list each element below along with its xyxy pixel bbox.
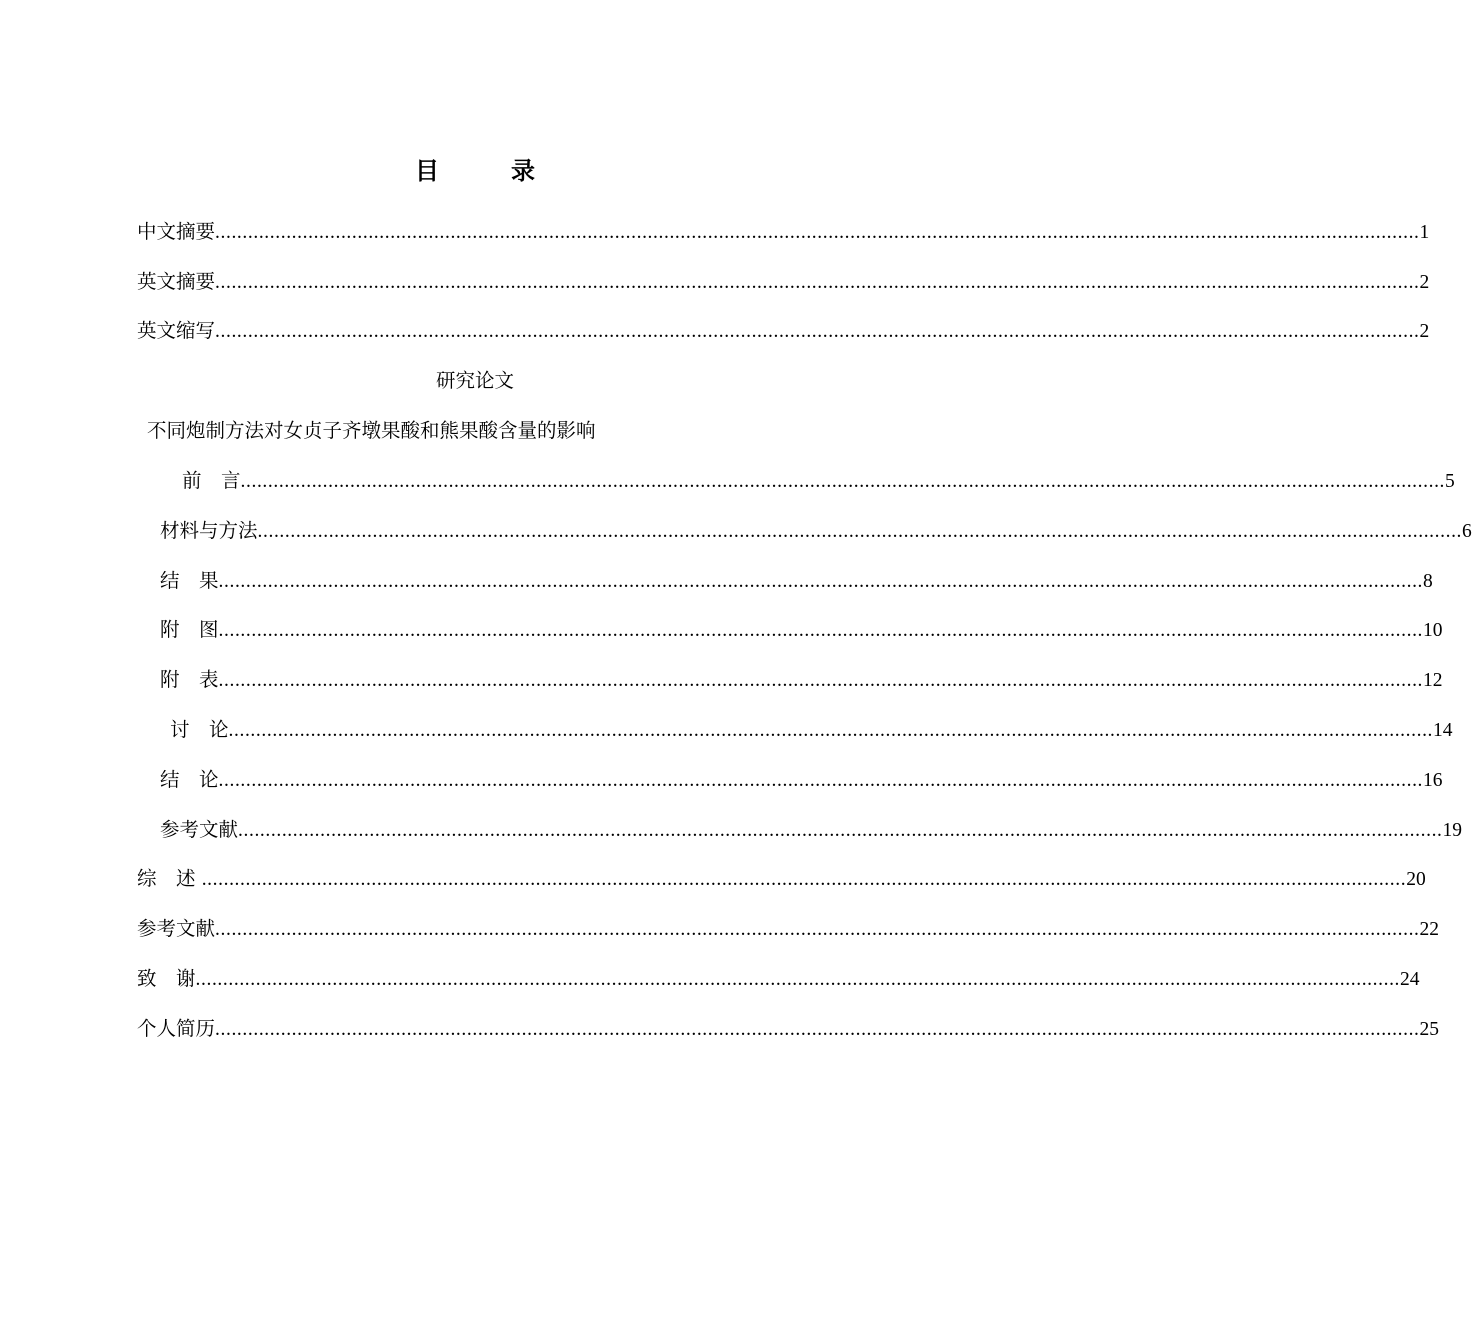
- toc-entry-results[interactable]: [160, 566, 1433, 596]
- toc-entry-label: 讨 论: [170, 718, 229, 741]
- toc-entry-label: 参考文献: [137, 917, 216, 940]
- paper-title: 不同炮制方法对女贞子齐墩果酸和熊果酸含量的影响: [147, 419, 596, 442]
- toc-page-number: 16: [1423, 770, 1443, 791]
- toc-entry-label: 附 表: [160, 668, 219, 691]
- toc-page-number: 6: [1462, 521, 1472, 542]
- toc-entry-introduction[interactable]: [182, 466, 1455, 496]
- toc-page-number: 12: [1423, 670, 1443, 691]
- toc-entry-label: 综 述: [137, 867, 202, 890]
- toc-entry-label: 致 谢: [137, 967, 196, 990]
- toc-page-number: 2: [1419, 321, 1430, 342]
- toc-leader-dots: ............................................................................................................................................................................................................................: [218, 670, 1424, 691]
- toc-leader-dots: ............................................................................................................................................................................................................................: [257, 521, 1463, 542]
- toc-leader-dots: ............................................................................................................................................................................................................................: [215, 919, 1420, 940]
- toc-entry-abstract-cn[interactable]: [137, 217, 1430, 247]
- toc-entry-discussion[interactable]: [170, 715, 1453, 745]
- toc-entry-label: 结 果: [160, 569, 219, 592]
- toc-leader-dots: ............................................................................................................................................................................................................................: [215, 1019, 1420, 1040]
- toc-entry-label: 附 图: [160, 618, 219, 641]
- toc-entry-abstract-en[interactable]: [137, 267, 1430, 297]
- toc-leader-dots: ............................................................................................................................................................................................................................: [218, 571, 1424, 592]
- toc-page-number: 10: [1423, 620, 1443, 641]
- toc-entry-conclusion[interactable]: [160, 765, 1443, 795]
- toc-page-number: 2: [1419, 272, 1430, 293]
- toc-leader-dots: ............................................................................................................................................................................................................................: [215, 321, 1420, 342]
- toc-entry-label: 前 言: [182, 469, 241, 492]
- toc-entry-review[interactable]: [137, 864, 1426, 894]
- toc-leader-dots: ............................................................................................................................................................................................................................: [215, 272, 1420, 293]
- toc-leader-dots: ............................................................................................................................................................................................................................: [218, 770, 1424, 791]
- toc-leader-dots: ............................................................................................................................................................................................................................: [201, 869, 1407, 890]
- section-heading-research: 研究论文: [435, 369, 514, 392]
- toc-leader-dots: ............................................................................................................................................................................................................................: [228, 720, 1434, 741]
- toc-entry-references[interactable]: [137, 914, 1440, 944]
- toc-page-number: 20: [1406, 869, 1426, 890]
- page-title: 目 录: [415, 157, 559, 185]
- toc-leader-dots: ............................................................................................................................................................................................................................: [240, 471, 1446, 492]
- toc-entry-tables[interactable]: [160, 665, 1443, 695]
- toc-entry-abbreviations[interactable]: [137, 316, 1430, 346]
- toc-entry-label: 英文缩写: [137, 319, 216, 342]
- toc-page-number: 5: [1445, 471, 1455, 492]
- toc-entry-label: 英文摘要: [137, 270, 216, 293]
- toc-entry-acknowledgements[interactable]: [137, 964, 1420, 994]
- toc-leader-dots: ............................................................................................................................................................................................................................: [238, 820, 1443, 841]
- toc-entry-materials-methods[interactable]: [160, 516, 1472, 546]
- toc-entry-label: 个人简历: [137, 1017, 216, 1040]
- toc-page-number: 14: [1433, 720, 1453, 741]
- toc-entry-figures[interactable]: [160, 615, 1443, 645]
- toc-page-number: 24: [1400, 969, 1420, 990]
- toc-entry-label: 材料与方法: [160, 519, 258, 542]
- toc-page-number: 8: [1423, 571, 1433, 592]
- toc-entry-label: 参考文献: [160, 818, 239, 841]
- toc-page-number: 22: [1419, 919, 1440, 940]
- toc-page-number: 1: [1419, 222, 1430, 243]
- toc-leader-dots: ............................................................................................................................................................................................................................: [215, 222, 1420, 243]
- toc-entry-label: 结 论: [160, 768, 219, 791]
- toc-entry-resume[interactable]: [137, 1014, 1440, 1044]
- toc-page-number: 19: [1442, 820, 1463, 841]
- toc-leader-dots: ............................................................................................................................................................................................................................: [218, 620, 1424, 641]
- toc-entry-label: 中文摘要: [137, 220, 216, 243]
- toc-entry-references-paper[interactable]: [160, 815, 1463, 845]
- toc-page-number: 25: [1419, 1019, 1440, 1040]
- toc-leader-dots: ............................................................................................................................................................................................................................: [195, 969, 1401, 990]
